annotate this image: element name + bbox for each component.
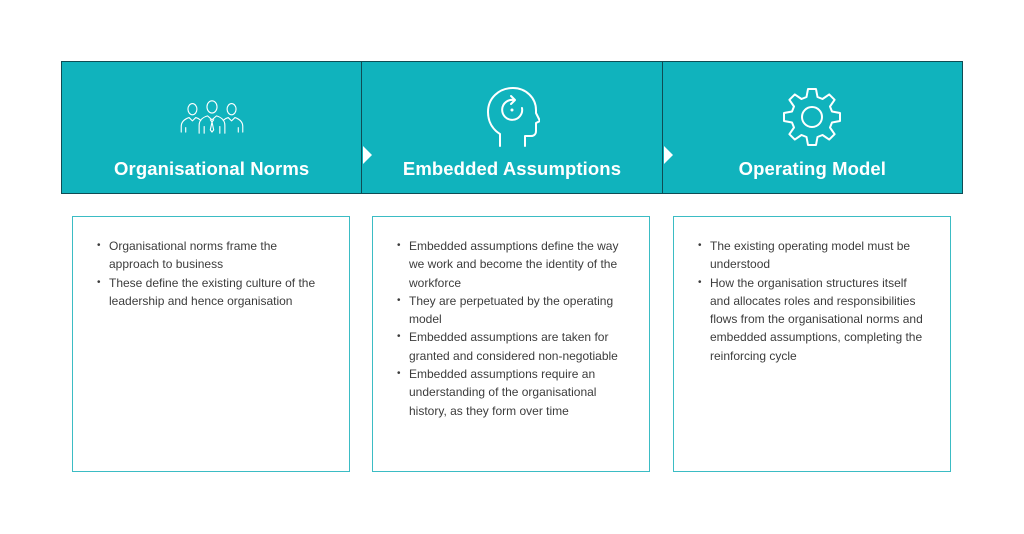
card-operating-model — [673, 216, 951, 472]
bullet-text: How the organisation structures itself and allocates roles and responsibilities flows from the organisational norms and embedded assumptions, completing the reinforcing cycle — [710, 275, 923, 363]
card-embedded-assumptions — [372, 216, 650, 472]
bullet-list — [373, 217, 649, 420]
chevron-right-icon — [664, 146, 673, 164]
header-operating-model — [663, 62, 962, 193]
bullet-text: Organisational norms frame the approach to business — [109, 239, 278, 272]
header-row — [61, 61, 963, 194]
list-item — [397, 328, 623, 365]
list-item — [698, 237, 924, 274]
bullet-icon: • — [698, 240, 702, 251]
bullet-list — [674, 217, 950, 365]
list-item — [397, 237, 623, 292]
bullet-text: Embedded assumptions define the way we work and become the identity of the workforce — [409, 239, 619, 290]
people-group-icon — [179, 84, 245, 150]
bullet-icon: • — [397, 240, 401, 251]
header-title: Embedded Assumptions — [402, 158, 622, 179]
header-title: Organisational Norms — [114, 158, 310, 179]
bullet-text: They are perpetuated by the operating model — [409, 293, 614, 327]
header-title: Operating Model — [738, 158, 887, 179]
card-organisational-norms — [72, 216, 350, 472]
header-embedded-assumptions — [362, 62, 662, 193]
gear-icon — [779, 84, 845, 150]
bullet-icon: • — [97, 240, 101, 251]
bullet-icon: • — [397, 331, 401, 343]
head-cycle-icon — [479, 84, 545, 150]
chevron-right-icon — [363, 146, 372, 164]
list-item — [698, 274, 924, 365]
bullet-list — [73, 217, 349, 310]
bullet-icon: • — [97, 276, 101, 288]
bullet-icon: • — [397, 368, 401, 380]
bullet-text: Embedded assumptions require an understanding of the organisational history, as they form over time — [409, 367, 597, 418]
bullet-text: These define the existing culture of the leadership and hence organisation — [109, 275, 316, 308]
list-item — [397, 365, 623, 420]
header-organisational-norms — [62, 62, 362, 193]
bullet-text: The existing operating model must be understood — [710, 239, 911, 272]
bullet-icon: • — [397, 294, 401, 306]
bullet-text: Embedded assumptions are taken for granted and considered non-negotiable — [409, 330, 618, 363]
list-item — [97, 237, 323, 274]
list-item — [97, 274, 323, 311]
list-item — [397, 292, 623, 329]
bullet-icon: • — [698, 276, 702, 288]
